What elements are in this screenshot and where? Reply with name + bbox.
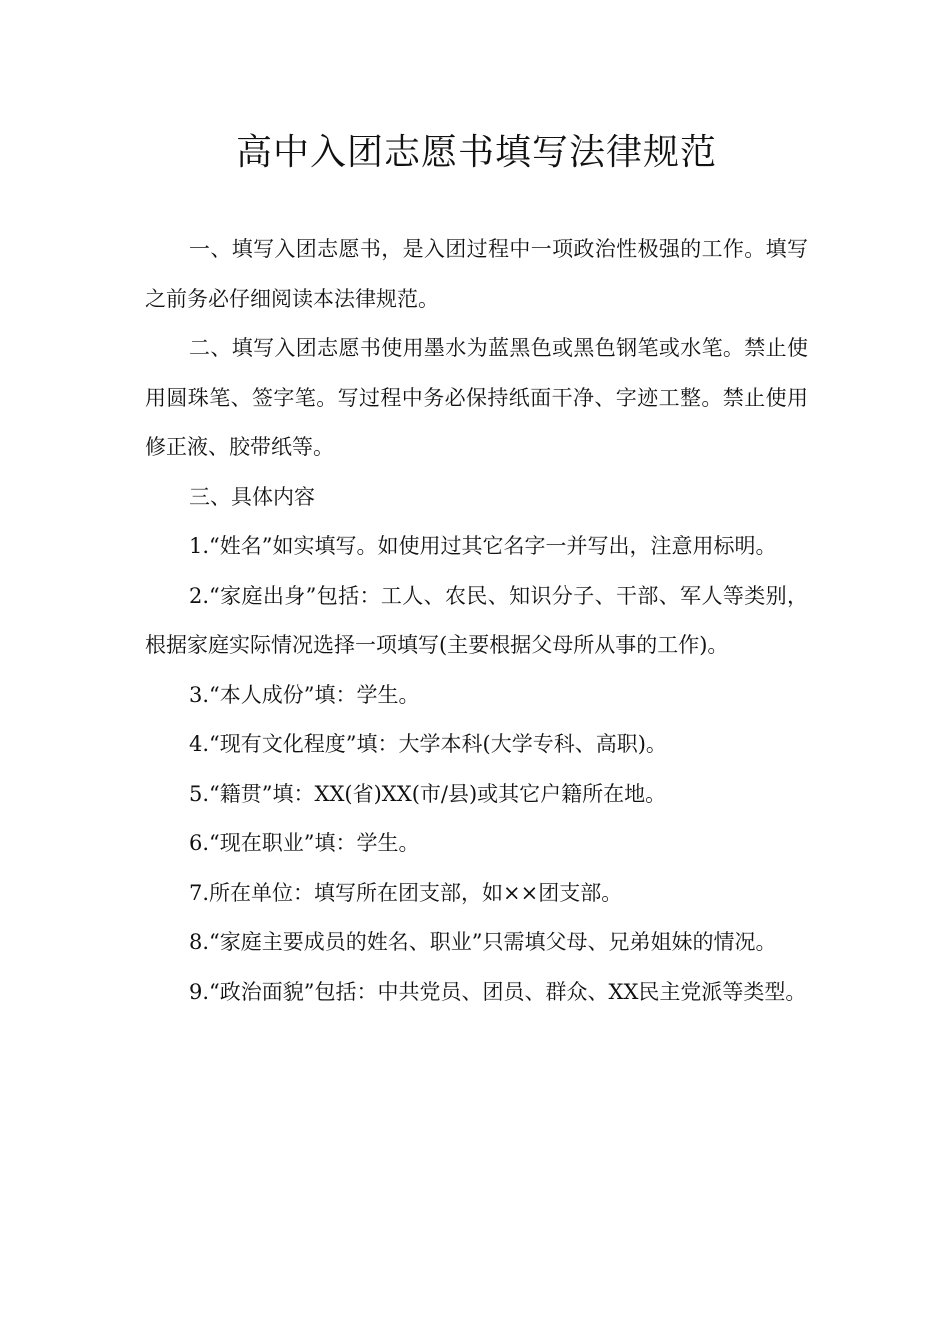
paragraph-3: 三、具体内容 [189, 484, 315, 509]
paragraph-5: 2.“家庭出身”包括：工人、农民、知识分子、干部、军人等类别，根据家庭实际情况选择一项填写(主要根据父母所从事的工作)。 [145, 583, 808, 657]
paragraph-12: 9.“政治面貌”包括：中共党员、团员、群众、XX民主党派等类型。 [189, 979, 807, 1004]
paragraph-1: 一、填写入团志愿书，是入团过程中一项政治性极强的工作。填写之前务必仔细阅读本法律规范。 [145, 237, 808, 311]
paragraph-9: 6.“现在职业”填：学生。 [189, 831, 420, 855]
document-title: 高中入团志愿书填写法律规范 [235, 132, 717, 173]
paragraph-4: 1.“姓名”如实填写。如使用过其它名字一并写出，注意用标明。 [189, 534, 777, 558]
paragraph-11: 8.“家庭主要成员的姓名、职业”只需填父母、兄弟姐妹的情况。 [189, 930, 777, 954]
paragraph-6: 3.“本人成份”填：学生。 [189, 682, 420, 707]
paragraph-7: 4.“现有文化程度”填：大学本科(大学专科、高职)。 [189, 732, 667, 756]
paragraph-10: 7.所在单位：填写所在团支部，如××团支部。 [189, 880, 623, 905]
paragraph-8: 5.“籍贯”填：XX(省)XX(市/县)或其它户籍所在地。 [189, 781, 667, 806]
paragraph-2: 二、填写入团志愿书使用墨水为蓝黑色或黑色钢笔或水笔。禁止使用圆珠笔、签字笔。写过程中务必保持纸面干净、字迹工整。禁止使用修正液、胶带纸等。 [145, 336, 808, 459]
